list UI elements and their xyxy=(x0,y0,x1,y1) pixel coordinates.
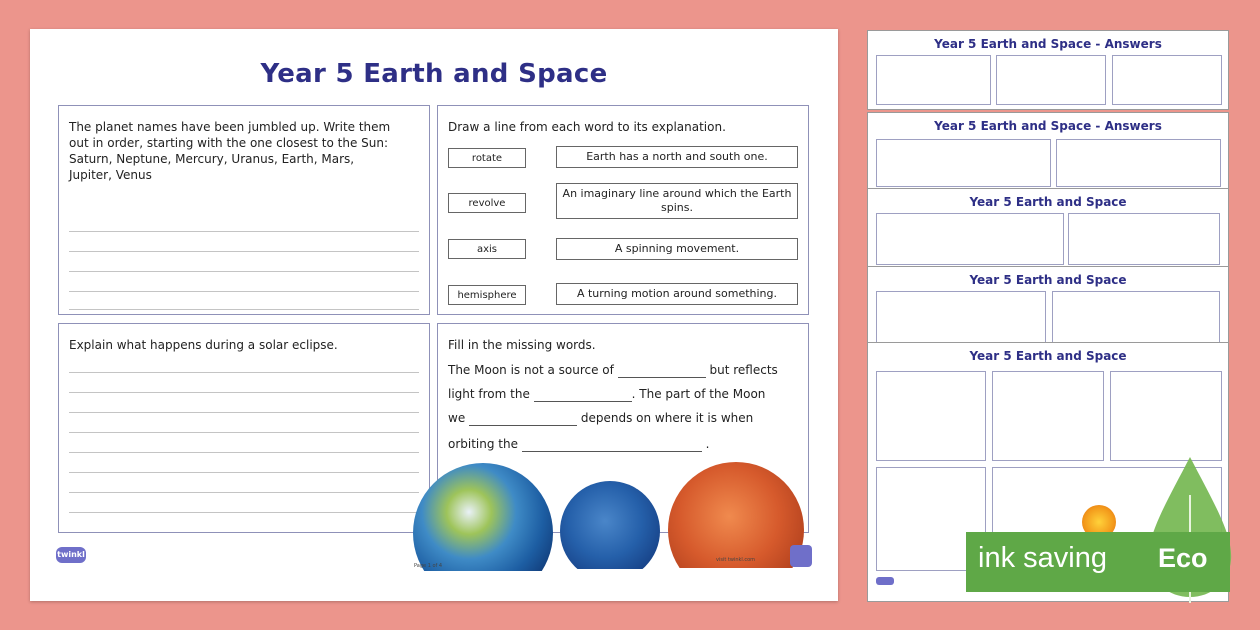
explanation-spinning: A spinning movement. xyxy=(556,238,798,260)
mini-page-answers-1 xyxy=(867,30,1229,110)
answer-line xyxy=(69,231,419,232)
sentence-line-3: we depends on where it is when xyxy=(448,411,754,425)
matching-instruction: Draw a line from each word to its explanation. xyxy=(448,120,726,134)
twinkl-badge xyxy=(790,545,812,567)
mini-panel xyxy=(876,371,986,461)
blank-field xyxy=(534,401,632,402)
sentence-line-4: orbiting the . xyxy=(448,437,710,451)
sentence-line-2: light from the . The part of the Moon xyxy=(448,387,766,401)
worksheet-page-1 xyxy=(30,29,838,601)
mini-page-4 xyxy=(867,266,1229,346)
mini-title: Year 5 Earth and Space - Answers xyxy=(934,37,1162,51)
mini-panel xyxy=(1110,371,1222,461)
answer-line xyxy=(69,472,419,473)
blank-field xyxy=(522,451,702,452)
neptune-image xyxy=(560,481,660,581)
twinkl-logo: twinkl xyxy=(56,547,86,563)
page-number: Page 1 of 4 xyxy=(414,563,443,569)
mini-panel xyxy=(992,371,1104,461)
explanation-turning: A turning motion around something. xyxy=(556,283,798,305)
word-revolve: revolve xyxy=(448,193,526,213)
mini-panel xyxy=(1112,55,1222,105)
blank-field xyxy=(618,377,706,378)
matching-box xyxy=(437,105,809,315)
mini-panel xyxy=(876,139,1051,187)
missing-words-instruction: Fill in the missing words. xyxy=(448,338,596,352)
answer-line xyxy=(69,452,419,453)
eclipse-question: Explain what happens during a solar eclipse. xyxy=(69,338,338,352)
explanation-north-south: Earth has a north and south one. xyxy=(556,146,798,168)
eco-label: Eco xyxy=(1158,543,1208,573)
answer-line xyxy=(69,392,419,393)
mini-panel xyxy=(1068,213,1220,265)
answer-line xyxy=(69,309,419,310)
answer-line xyxy=(69,271,419,272)
answer-line xyxy=(69,291,419,292)
answer-line xyxy=(69,492,419,493)
answer-line xyxy=(69,512,419,513)
sentence-line-1: The Moon is not a source of but reflects xyxy=(448,363,778,377)
mini-panel xyxy=(1056,139,1221,187)
earth-image xyxy=(413,463,553,603)
mini-title: Year 5 Earth and Space xyxy=(969,273,1127,287)
mini-title: Year 5 Earth and Space xyxy=(969,195,1127,209)
explanation-imaginary-line: An imaginary line around which the Earth spins. xyxy=(556,183,798,219)
word-hemisphere: hemisphere xyxy=(448,285,526,305)
worksheet-title: Year 5 Earth and Space xyxy=(260,59,608,89)
word-rotate: rotate xyxy=(448,148,526,168)
answer-line xyxy=(69,412,419,413)
site-link: visit twinkl.com xyxy=(716,557,756,563)
mini-title: Year 5 Earth and Space - Answers xyxy=(934,119,1162,133)
eclipse-box xyxy=(58,323,430,533)
planet-order-box xyxy=(58,105,430,315)
mini-panel xyxy=(876,213,1064,265)
mini-panel xyxy=(996,55,1106,105)
blank-field xyxy=(469,425,577,426)
mini-title: Year 5 Earth and Space xyxy=(969,349,1127,363)
mini-page-answers-2 xyxy=(867,112,1229,192)
mini-page-3 xyxy=(867,188,1229,268)
mini-panel xyxy=(1052,291,1220,343)
mini-twinkl-logo xyxy=(876,577,894,585)
answer-line xyxy=(69,432,419,433)
word-axis: axis xyxy=(448,239,526,259)
answer-line xyxy=(69,251,419,252)
mini-panel xyxy=(876,291,1046,343)
mars-image xyxy=(668,462,804,598)
ink-saving-text: ink saving xyxy=(978,542,1107,574)
mini-panel xyxy=(876,55,991,105)
answer-line xyxy=(69,372,419,373)
planet-order-question: The planet names have been jumbled up. Write them out in order, starting with the one closest to the Sun: Saturn, Neptune, Mercury, Uranus, Earth, Mars, Jupiter, Venus xyxy=(69,120,391,182)
